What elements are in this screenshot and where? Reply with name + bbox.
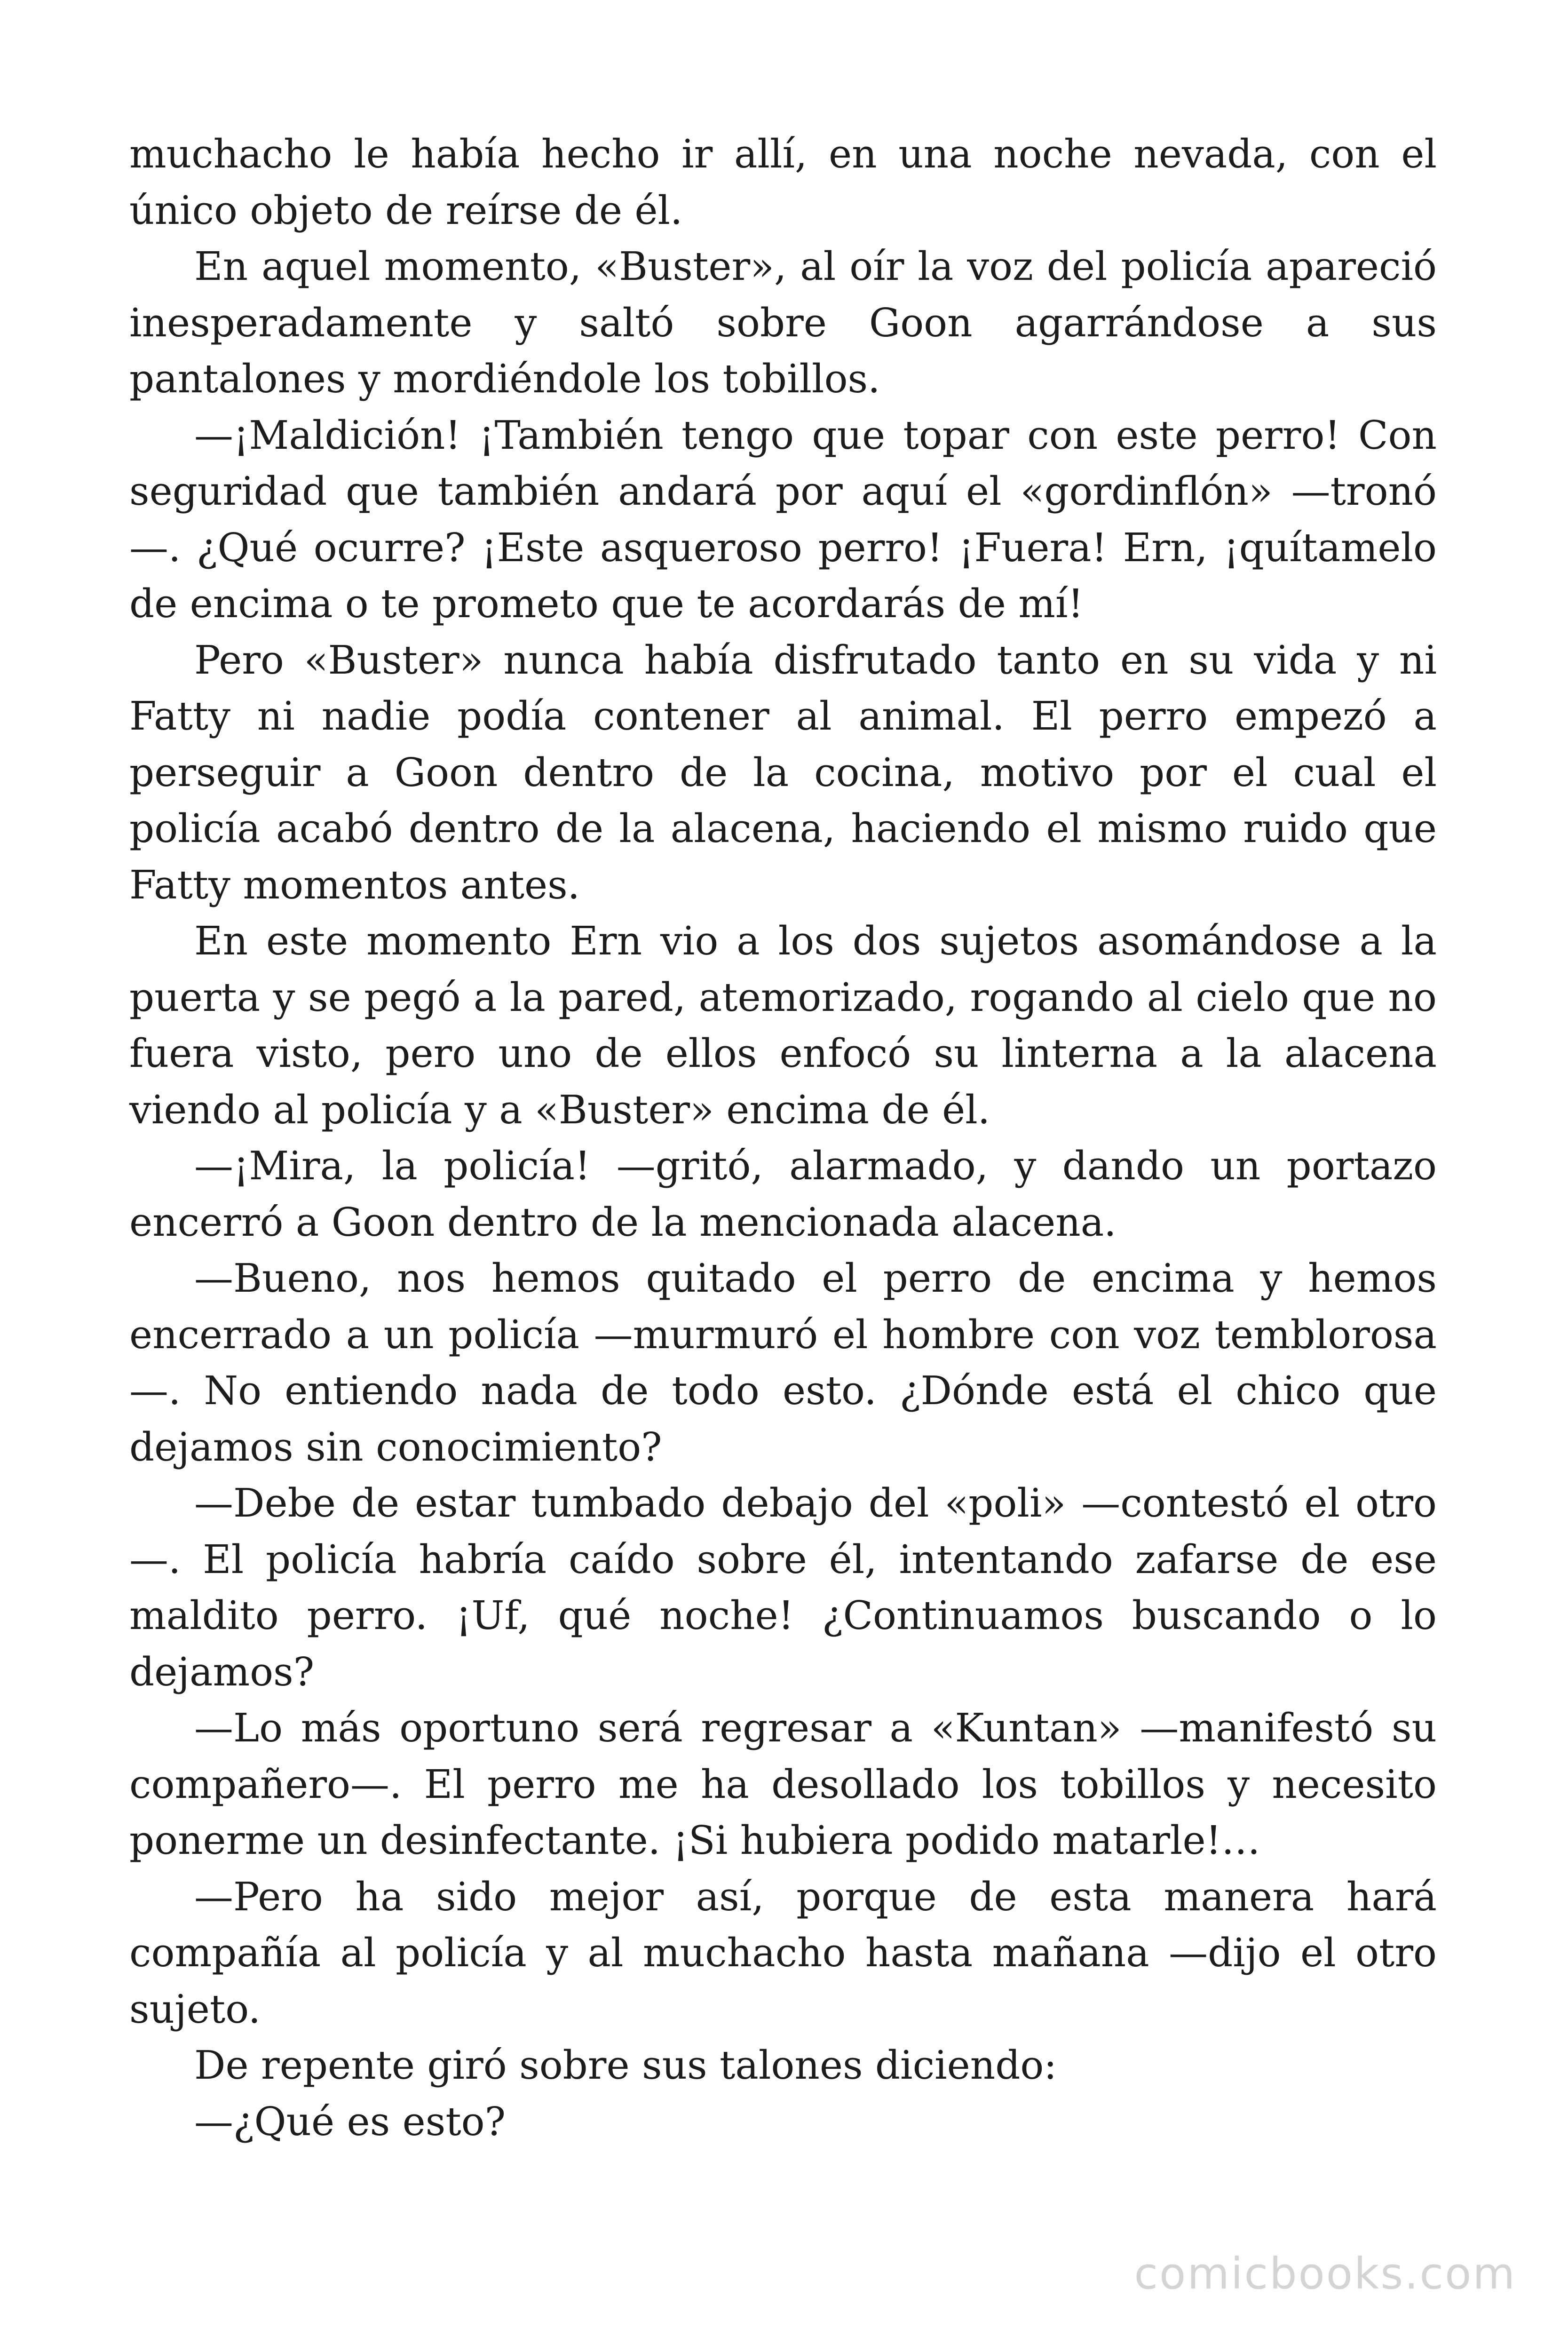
paragraph-8: —Debe de estar tumbado debajo del «poli» —contestó el otro—. El policía habría caído sobre él, intentando zafarse de ese maldito perro. ¡Uf, qué noche! ¿Continuamos buscando o lo dejamos? <box>129 1480 1437 1695</box>
paragraph-5: En este momento Ern vio a los dos sujetos asomándose a la puerta y se pegó a la pared, atemorizado, rogando al cielo que no fuera visto, pero uno de ellos enfocó su linterna a la alacena viendo al policía y a «Buster» encima de él. <box>129 918 1437 1133</box>
paragraph-7: —Bueno, nos hemos quitado el perro de encima y hemos encerrado a un policía —murmuró el hombre con voz temblorosa—. No entiendo nada de todo esto. ¿Dónde está el chico que dejamos sin conocimiento? <box>129 1255 1437 1470</box>
paragraph-2: En aquel momento, «Buster», al oír la voz del policía apareció inesperadamente y saltó sobre Goon agarrándose a sus pantalones y mordiéndole los tobillos. <box>129 244 1437 402</box>
paragraph-6: —¡Mira, la policía! —gritó, alarmado, y dando un portazo encerró a Goon dentro de la mencionada alacena. <box>129 1143 1437 1245</box>
paragraph-10: —Pero ha sido mejor así, porque de esta manera hará compañía al policía y al muchacho hasta mañana —dijo el otro sujeto. <box>129 1874 1437 2032</box>
watermark: comicbooks.com <box>1134 2249 1516 2299</box>
paragraph-1: muchacho le había hecho ir allí, en una noche nevada, con el único objeto de reírse de él. <box>129 131 1437 233</box>
paragraph-4: Pero «Buster» nunca había disfrutado tanto en su vida y ni Fatty ni nadie podía contener al animal. El perro empezó a perseguir a Goon dentro de la cocina, motivo por el cual el policía acabó dentro de la alacena, haciendo el mismo ruido que Fatty momentos antes. <box>129 637 1437 908</box>
paragraph-3: —¡Maldición! ¡También tengo que topar con este perro! Con seguridad que también andará por aquí el «gordinflón» —tronó—. ¿Qué ocurre? ¡Este asqueroso perro! ¡Fuera! Ern, ¡quítamelo de encima o te prometo que te acordarás de mí! <box>129 412 1437 627</box>
paragraph-9: —Lo más oportuno será regresar a «Kuntan» —manifestó su compañero—. El perro me ha desollado los tobillos y necesito ponerme un desinfectante. ¡Si hubiera podido matarle!… <box>129 1705 1437 1863</box>
body-text <box>129 126 1437 2150</box>
paragraph-12: —¿Qué es esto? <box>194 2098 506 2145</box>
paragraph-11: De repente giró sobre sus talones diciendo: <box>194 2042 1057 2088</box>
